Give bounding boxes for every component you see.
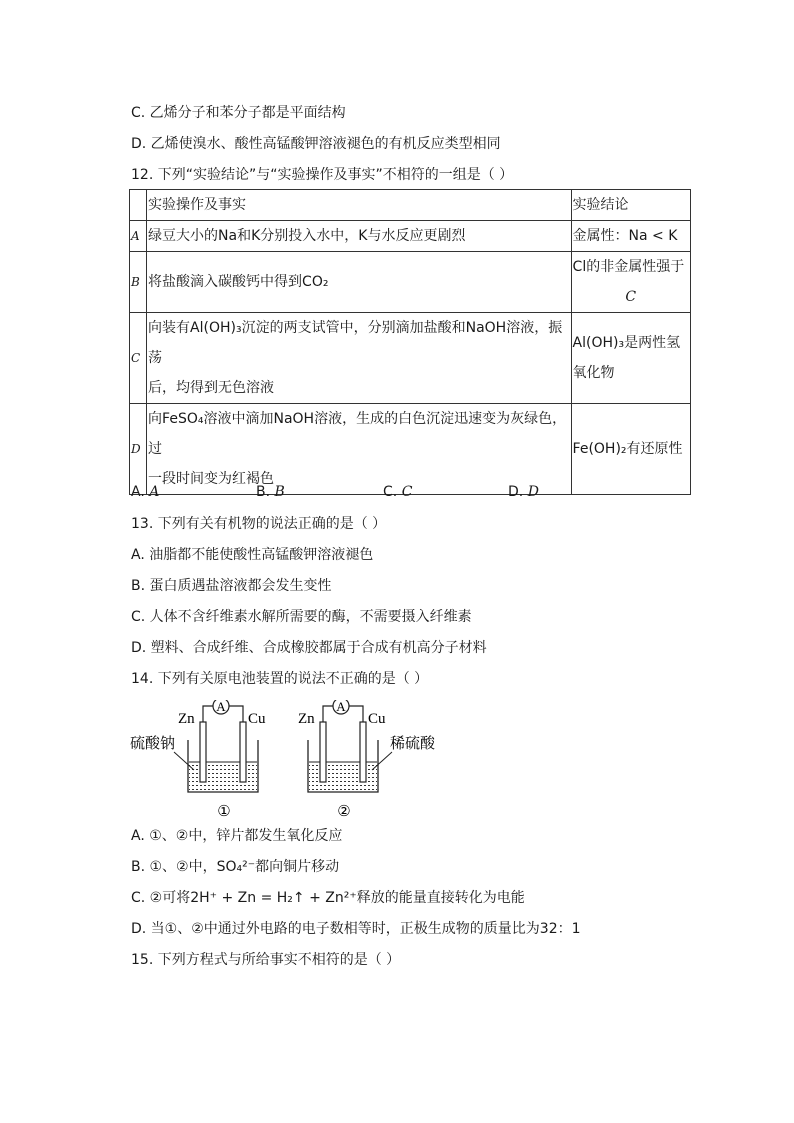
cell-1 (130, 700, 266, 820)
ammeter-label: A (336, 700, 346, 714)
row-conclusion: Fe(OH)₂有还原性 (571, 404, 690, 495)
experiment-table (129, 189, 691, 495)
row-conclusion-line2: C (625, 289, 637, 305)
table-header-row (130, 190, 691, 221)
q12-option-d[interactable]: D. D (508, 484, 539, 500)
q14-option-c[interactable]: C. ②可将2H⁺ + Zn = H₂↑ + Zn²⁺释放的能量直接转化为电能 (131, 890, 525, 906)
table-row (130, 252, 691, 313)
left-solution-label: 硫酸钠 (130, 736, 176, 752)
row-operation: 将盐酸滴入碳酸钙中得到CO₂ (147, 252, 572, 313)
cell-1-label: ① (217, 804, 231, 820)
cu-label: Cu (368, 711, 386, 727)
row-label: A (130, 221, 147, 252)
copper-electrode (240, 722, 246, 782)
q13-option-d[interactable]: D. 塑料、合成纤维、合成橡胶都属于合成有机高分子材料 (131, 640, 487, 656)
q14-option-b[interactable]: B. ①、②中，SO₄²⁻都向铜片移动 (131, 859, 340, 875)
row-conclusion-line2: 氧化物 (572, 365, 615, 381)
ammeter-label: A (216, 700, 226, 714)
zn-label: Zn (298, 711, 315, 727)
header-operation: 实验操作及事实 (147, 190, 572, 221)
q14-option-a[interactable]: A. ①、②中，锌片都发生氧化反应 (131, 828, 343, 844)
copper-electrode (360, 722, 366, 782)
row-conclusion-line1: Al(OH)₃是两性氢 (572, 335, 681, 351)
table-row (130, 404, 691, 495)
row-operation-line2: 一段时间变为红褐色 (148, 471, 275, 487)
row-label: C (130, 313, 147, 404)
q13-option-b[interactable]: B. 蛋白质遇盐溶液都会发生变性 (131, 578, 332, 594)
table-row (130, 313, 691, 404)
solution-liquid (189, 762, 257, 791)
cu-label: Cu (248, 711, 266, 727)
q14-stem: 14. 下列有关原电池装置的说法不正确的是（ ） (131, 671, 429, 687)
cell-2 (298, 700, 436, 820)
table-row (130, 221, 691, 252)
q12-option-b[interactable]: B. B (256, 484, 285, 500)
cell-2-label: ② (337, 804, 351, 820)
row-label: B (130, 252, 147, 313)
q13-option-c[interactable]: C. 人体不含纤维素水解所需要的酶，不需要摄入纤维素 (131, 609, 472, 625)
zn-label: Zn (178, 711, 195, 727)
q12-option-c[interactable]: C. C (383, 484, 413, 500)
q13-stem: 13. 下列有关有机物的说法正确的是（ ） (131, 516, 387, 532)
q12-stem: 12. 下列“实验结论”与“实验操作及事实”不相符的一组是（ ） (131, 167, 514, 183)
q15-stem: 15. 下列方程式与所给事实不相符的是（ ） (131, 952, 401, 968)
row-label: D (130, 404, 147, 495)
q13-option-a[interactable]: A. 油脂都不能使酸性高锰酸钾溶液褪色 (131, 547, 374, 563)
solution-liquid (309, 762, 377, 791)
row-operation-line1: 向装有Al(OH)₃沉淀的两支试管中，分别滴加盐酸和NaOH溶液，振荡 (148, 320, 563, 366)
q12-option-a[interactable]: A. A (131, 484, 160, 500)
row-operation: 绿豆大小的Na和K分别投入水中，K与水反应更剧烈 (147, 221, 572, 252)
row-operation-line2: 后，均得到无色溶液 (148, 380, 275, 396)
zinc-electrode (320, 722, 326, 782)
q14-option-d[interactable]: D. 当①、②中通过外电路的电子数相等时，正极生成物的质量比为32：1 (131, 921, 581, 937)
q11-option-d: D. 乙烯使溴水、酸性高锰酸钾溶液褪色的有机反应类型相同 (131, 136, 501, 152)
row-conclusion: 金属性：Na < K (571, 221, 690, 252)
right-solution-label: 稀硫酸 (390, 736, 436, 752)
zinc-electrode (200, 722, 206, 782)
galvanic-cell-figure (128, 700, 448, 822)
row-conclusion-line1: Cl的非金属性强于 (572, 259, 685, 275)
row-operation-line1: 向FeSO₄溶液中滴加NaOH溶液，生成的白色沉淀迅速变为灰绿色，过 (148, 411, 567, 457)
header-conclusion: 实验结论 (571, 190, 690, 221)
q11-option-c: C. 乙烯分子和苯分子都是平面结构 (131, 105, 346, 121)
